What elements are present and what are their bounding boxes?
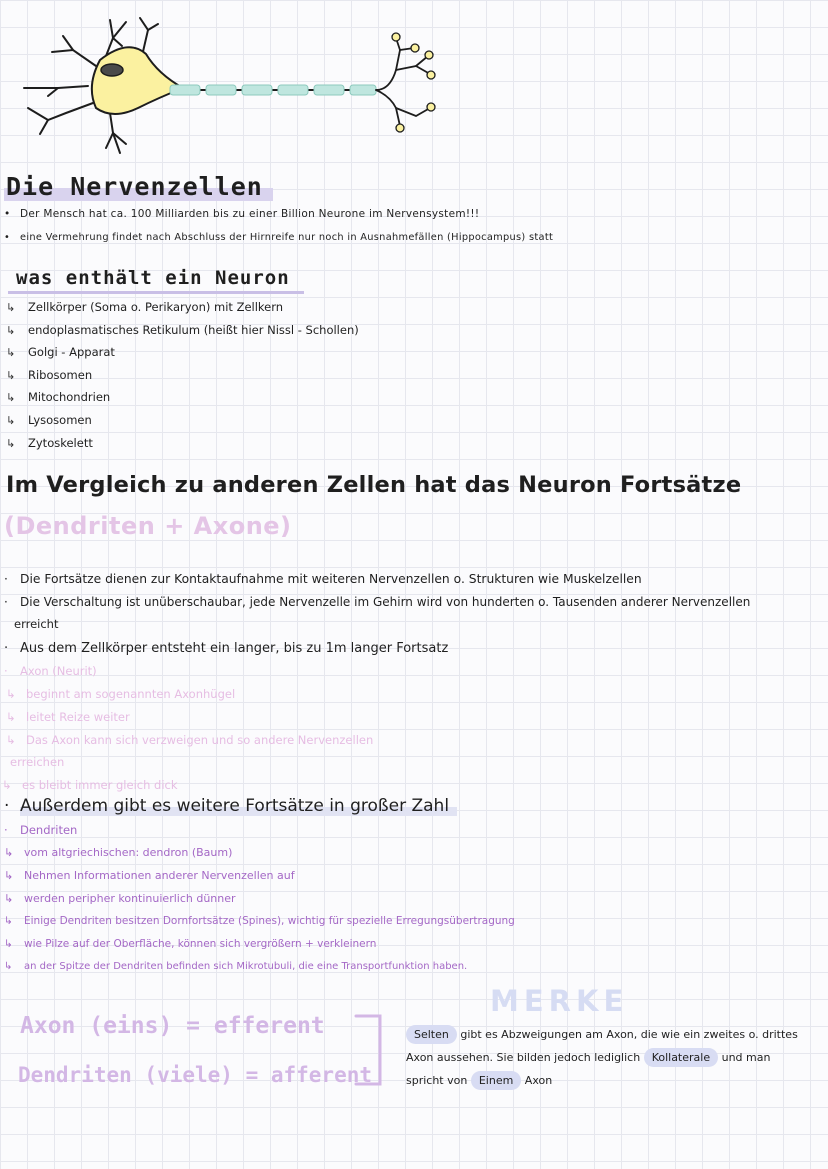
merke-label: MERKE bbox=[490, 984, 629, 1018]
intro-bullet-1: • Der Mensch hat ca. 100 Milliarden bis zu einer Billion Neurone im Nervensystem!!! bbox=[4, 208, 480, 220]
comparison-heading: Im Vergleich zu anderen Zellen hat das Neuron Fortsätze bbox=[6, 472, 742, 498]
intro-text-2: eine Vermehrung findet nach Abschluss der Hirnreife nur noch in Ausnahmefällen (Hippocampus) statt bbox=[20, 232, 554, 243]
list-item: ↳ Golgi - Apparat bbox=[6, 345, 115, 360]
intro-text-1: Der Mensch hat ca. 100 Milliarden bis zu einer Billion Neurone im Nervensystem!!! bbox=[20, 208, 480, 220]
merke-text-2: und man spricht von bbox=[406, 1051, 771, 1087]
list-item: ↳ beginnt am sogenannten Axonhügel bbox=[6, 687, 236, 701]
cell-body bbox=[92, 47, 183, 114]
list-item-text: werden peripher kontinuierlich dünner bbox=[24, 892, 236, 905]
list-item-text: Golgi - Apparat bbox=[28, 345, 115, 360]
list-item: ↳ Lysosomen bbox=[6, 412, 92, 427]
list-item-text: Lysosomen bbox=[28, 412, 92, 427]
list-item-text: Nehmen Informationen anderer Nervenzellen auf bbox=[24, 869, 295, 882]
list-item: ↳ Zellkörper (Soma o. Perikaryon) mit Zellkern bbox=[6, 300, 284, 314]
list-item-text: es bleibt immer gleich dick bbox=[22, 778, 178, 792]
memo-axon: Axon (eins) = efferent bbox=[20, 1013, 325, 1039]
list-item: ↳ Einige Dendriten besitzen Dornfortsätze (Spines), wichtig für spezielle Erregungsübertragung bbox=[4, 915, 515, 927]
memo-dendriten: Dendriten (viele) = afferent bbox=[18, 1063, 373, 1087]
comparison-subheading: (Dendriten + Axone) bbox=[4, 512, 292, 540]
dendriten-heading: · Dendriten bbox=[4, 823, 78, 837]
neuron-illustration bbox=[18, 8, 448, 158]
dendriten-heading-text: Dendriten bbox=[20, 823, 78, 837]
list-item: ↳ leitet Reize weiter bbox=[6, 710, 130, 724]
highlight-einem: Einem bbox=[471, 1071, 521, 1090]
body-line-2: · Die Verschaltung ist unüberschaubar, jede Nervenzelle im Gehirn wird von hunderten o. Tausenden anderer Nervenzellen bbox=[4, 595, 751, 609]
list-item: ↳ Mitochondrien bbox=[6, 390, 111, 405]
body-text-3: Aus dem Zellkörper entsteht ein langer, bis zu 1m langer Fortsatz bbox=[20, 641, 449, 656]
list-item: ↳ Nehmen Informationen anderer Nervenzellen auf bbox=[4, 869, 295, 882]
body-line-1: · Die Fortsätze dienen zur Kontaktaufnahme mit weiteren Nervenzellen o. Strukturen wie Muskelzellen bbox=[4, 572, 642, 586]
merke-text-1: gibt es Abzweigungen am Axon, die wie ein zweites o. drittes Axon aussehen. Sie bilden jedoch lediglich bbox=[406, 1028, 798, 1064]
highlight-kollaterale: Kollaterale bbox=[644, 1048, 718, 1067]
axon-heading: · Axon (Neurit) bbox=[4, 664, 97, 678]
further-text: Außerdem gibt es weitere Fortsätze in großer Zahl bbox=[20, 796, 457, 816]
page-title bbox=[4, 172, 273, 201]
body-line-3: · Aus dem Zellkörper entsteht ein langer, bis zu 1m langer Fortsatz bbox=[4, 641, 449, 656]
axon-heading-text: Axon (Neurit) bbox=[20, 664, 97, 678]
list-item-text: Mitochondrien bbox=[28, 390, 111, 405]
merke-note bbox=[406, 1023, 811, 1092]
highlight-selten: Selten bbox=[406, 1025, 457, 1044]
list-item: ↳ wie Pilze auf der Oberfläche, können sich vergrößern + verkleinern bbox=[4, 938, 377, 950]
list-item-text: Zellkörper (Soma o. Perikaryon) mit Zellkern bbox=[28, 300, 284, 314]
list-item-text: Das Axon kann sich verzweigen und so andere Nervenzellen bbox=[26, 733, 374, 747]
list-item-text: leitet Reize weiter bbox=[26, 710, 130, 724]
list-item-text: vom altgriechischen: dendron (Baum) bbox=[24, 846, 233, 859]
list-item: ↳ Ribosomen bbox=[6, 367, 93, 382]
list-item: ↳ an der Spitze der Dendriten befinden sich Mikrotubuli, die eine Transportfunktion haben. bbox=[4, 961, 468, 972]
section-heading-neuron: was enthält ein Neuron bbox=[8, 267, 304, 294]
list-item-text: an der Spitze der Dendriten befinden sich Mikrotubuli, die eine Transportfunktion haben. bbox=[24, 961, 468, 972]
body-line-2-cont: erreicht bbox=[14, 617, 59, 631]
cell-nucleus bbox=[101, 64, 123, 76]
intro-bullet-2: • eine Vermehrung findet nach Abschluss der Hirnreife nur noch in Ausnahmefällen (Hippocampus) statt bbox=[4, 232, 554, 243]
list-item-text: Ribosomen bbox=[28, 367, 93, 382]
list-item: ↳ Zytoskelett bbox=[6, 435, 93, 450]
list-item: ↳ werden peripher kontinuierlich dünner bbox=[4, 892, 236, 905]
page-title-text: Die Nervenzellen bbox=[4, 172, 273, 201]
further-line: · Außerdem gibt es weitere Fortsätze in großer Zahl bbox=[4, 796, 457, 816]
list-item: ↳ Das Axon kann sich verzweigen und so andere Nervenzellen bbox=[6, 733, 374, 747]
list-item: ↳ es bleibt immer gleich dick bbox=[2, 778, 178, 792]
list-item-text: wie Pilze auf der Oberfläche, können sich vergrößern + verkleinern bbox=[24, 938, 377, 950]
list-item-text: beginnt am sogenannten Axonhügel bbox=[26, 687, 236, 701]
merke-text-3: Axon bbox=[521, 1074, 553, 1087]
list-item-text: Zytoskelett bbox=[28, 435, 93, 450]
list-item: ↳ vom altgriechischen: dendron (Baum) bbox=[4, 846, 233, 859]
organelle-list bbox=[6, 296, 359, 454]
list-item-text: Einige Dendriten besitzen Dornfortsätze (Spines), wichtig für spezielle Erregungsübertragung bbox=[24, 915, 515, 927]
list-item-text: endoplasmatisches Retikulum (heißt hier Nissl - Schollen) bbox=[28, 322, 359, 337]
list-item: ↳ endoplasmatisches Retikulum (heißt hier Nissl - Schollen) bbox=[6, 322, 359, 337]
body-text-1: Die Fortsätze dienen zur Kontaktaufnahme mit weiteren Nervenzellen o. Strukturen wie Muskelzellen bbox=[20, 572, 642, 586]
bracket-decoration bbox=[352, 1012, 386, 1088]
body-text-2: Die Verschaltung ist unüberschaubar, jede Nervenzelle im Gehirn wird von hunderten o. Tausenden anderer Nervenzellen bbox=[20, 595, 751, 609]
list-item-cont: erreichen bbox=[10, 755, 65, 769]
